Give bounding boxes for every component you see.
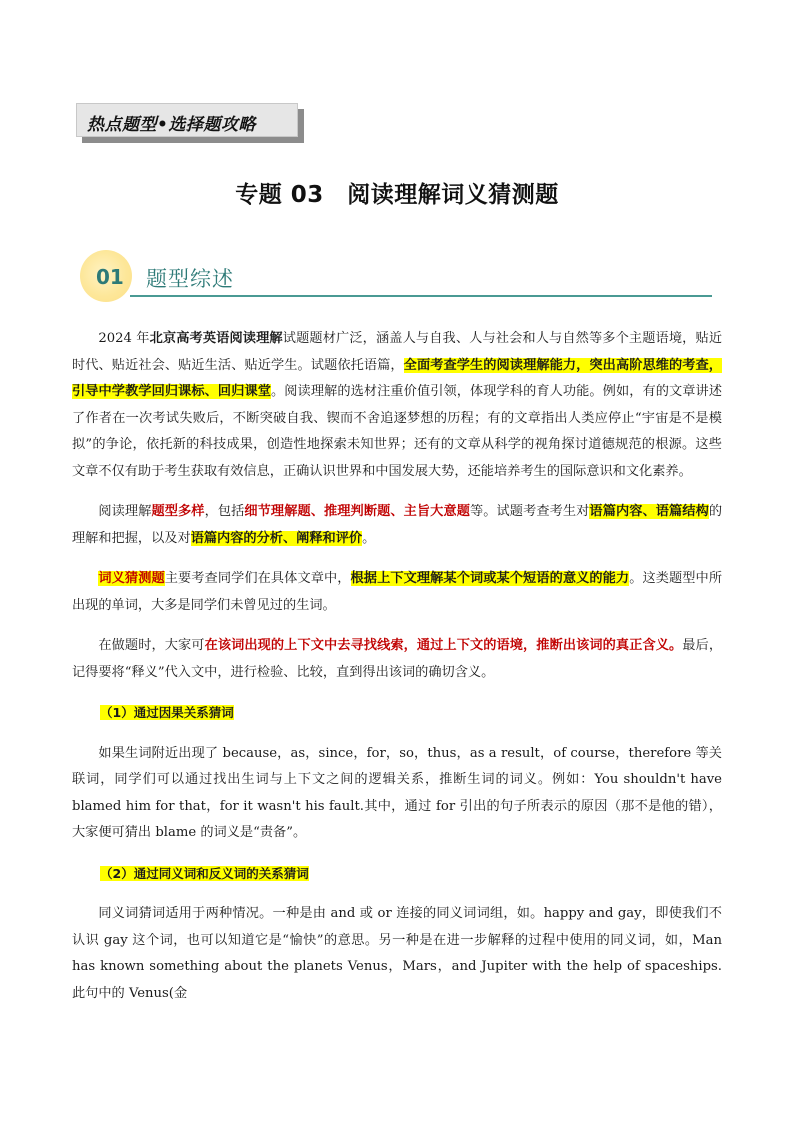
text: 。: [362, 530, 376, 546]
banner-label: 热点题型•选择题攻略: [87, 115, 256, 135]
highlight-text: 语篇内容的分析、阐释和评价: [190, 530, 363, 546]
text: 等。试题考查考生对: [469, 504, 590, 519]
section-label: 题型综述: [146, 267, 234, 291]
section-divider: [130, 295, 712, 297]
subheading-label: （2）通过同义词和反义词的关系猜词: [100, 865, 309, 881]
banner-box: [76, 103, 298, 137]
paragraph-question-types: [72, 499, 722, 552]
text: ，包括: [204, 504, 245, 519]
section-header: [80, 250, 712, 300]
red-text: 细节理解题、推理判断题、主旨大意题: [244, 504, 470, 519]
text: 试题题材广泛，涵盖人与自我、人与社会和人与自然等多个主题语境，贴近时代、贴近社会、贴近生活、贴近学生。试题依托语篇，: [72, 331, 723, 373]
article-body: [72, 326, 722, 1007]
section-banner: [76, 103, 304, 143]
red-text: 题型多样: [151, 504, 205, 519]
highlight-text: 根据上下文理解某个词或某个短语的意义的能力: [350, 571, 630, 586]
text: 。这类题型中所出现的单词，大多是同学们未曾见过的生词。: [72, 571, 723, 613]
highlight-text: 全面考查学生的阅读理解能力，突出高阶思维的考查，引导中学教学回归课标、回归课堂: [72, 357, 722, 399]
bold-text: 北京高考英语阅读理解: [149, 331, 283, 346]
subheading-cause-effect: [72, 700, 722, 727]
paragraph-overview: [72, 326, 722, 485]
paragraph-synonym: 同义词猜词适用于两种情况。一种是由 and 或 or 连接的同义词词组，如。happy and gay，即使我们不认识 gay 这个词，也可以知道它是“愉快”的意思。另一种是在进一步解释的过程中使用的同义词，如，Man has known something about the planets Venus，Mars，and Jupiter with the help of spaceships.此句中的 Venus(金: [72, 906, 722, 1001]
subheading-synonym: [72, 861, 722, 888]
text: 。阅读理解的选材注重价值引领，体现学科的育人功能。例如，有的文章讲述了作者在一次考试失败后，不断突破自我、锲而不舍追逐梦想的历程；有的文章指出人类应停止“宇宙是不是模拟”的争论，依托新的科技成果，创造性地探索未知世界；还有的文章从科学的视角探讨道德规范的根源。这些文章不仅有助于考生获取有效信息，正确认识世界和中国发展大势，还能培养考生的国际意识和文化素养。: [72, 384, 723, 479]
subheading-label: （1）通过因果关系猜词: [100, 705, 234, 720]
paragraph-word-guess: [72, 566, 722, 619]
highlight-text: 语篇内容、语篇结构: [589, 504, 709, 519]
text: 主要考查同学们在具体文章中，: [164, 571, 351, 586]
paragraph-strategy: [72, 633, 722, 686]
page-title: 专题 03 阅读理解词义猜测题: [235, 182, 559, 208]
text: 在做题时，大家可: [98, 638, 205, 653]
section-number: 01: [96, 265, 124, 289]
text: 的理解和把握，以及对: [72, 504, 723, 546]
text: 2024 年: [98, 331, 150, 346]
paragraph-cause-effect: 如果生词附近出现了 because，as，since，for，so，thus，as a result，of course，therefore 等关联词，同学们可以通过找出生词与上下文之间的逻辑关系，推断生词的词义。例如：You shouldn't have blamed him for that，for it wasn't his fault.其中，通过 for 引出的句子所表示的原因（那不是他的错），大家便可猜出 blame 的词义是“责备”。: [72, 745, 722, 840]
red-highlight-text: 词义猜测题: [98, 571, 165, 586]
text: 最后，记得要将“释义”代入文中，进行检验、比较，直到得出该词的确切含义。: [72, 638, 723, 680]
red-text: 在该词出现的上下文中去寻找线索，通过上下文的语境，推断出该词的真正含义。: [204, 638, 683, 653]
text: 阅读理解: [98, 504, 152, 519]
